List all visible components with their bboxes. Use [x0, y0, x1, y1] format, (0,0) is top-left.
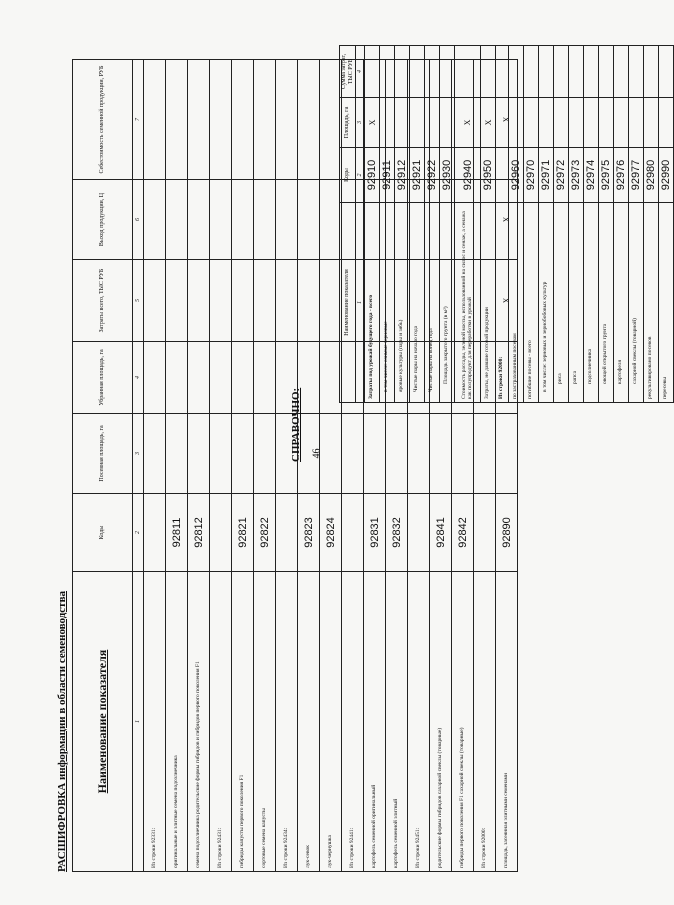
table-row	[496, 46, 509, 403]
ref-row-name: Из строки 92000:	[496, 203, 509, 403]
row-value-cell	[166, 260, 188, 342]
table-row	[599, 46, 614, 403]
row-code: 92890	[496, 494, 518, 572]
ref-col-number: 3	[356, 98, 365, 148]
ref-row-name: в том числе: зерновых и зернобобовых культур	[539, 203, 554, 403]
row-name: Из строки 92434:	[276, 572, 298, 872]
row-code: 92823	[298, 494, 320, 572]
row-value-cell	[232, 260, 254, 342]
ref-row-name: Затраты под урожай будущего года - всего	[365, 203, 380, 403]
ref-row-area	[440, 98, 455, 148]
row-value-cell	[210, 180, 232, 260]
ref-row-name: Чистые пары на начало года	[410, 203, 425, 403]
ref-row-costs	[524, 46, 539, 98]
row-name: Из строки 92431:	[210, 572, 232, 872]
ref-row-costs	[644, 46, 659, 98]
row-value-cell	[254, 260, 276, 342]
reference-heading-wrap	[290, 0, 328, 462]
table-row	[425, 46, 440, 403]
ref-row-costs	[496, 46, 509, 98]
ref-row-name: риса	[554, 203, 569, 403]
col-header-costs: Затраты всего, ТЫС РУБ	[73, 260, 133, 342]
col-header-cost-price: Себестоимость семенной продукции, РУБ	[73, 60, 133, 180]
row-value-cell	[144, 342, 166, 414]
ref-row-code: 92990	[659, 148, 674, 203]
ref-row-area	[659, 98, 674, 148]
row-value-cell	[144, 180, 166, 260]
ref-row-costs	[584, 46, 599, 98]
ref-row-area	[629, 98, 644, 148]
ref-row-area	[425, 98, 440, 148]
ref-row-costs	[659, 46, 674, 98]
table-row	[380, 46, 395, 403]
col-number: 6	[133, 180, 144, 260]
ref-row-area	[584, 98, 599, 148]
row-value-cell	[254, 342, 276, 414]
ref-row-costs	[395, 46, 410, 98]
col-header-name: Наименование показателя	[73, 572, 133, 872]
table-row	[524, 46, 539, 403]
row-value-cell	[364, 414, 386, 494]
table-row	[539, 46, 554, 403]
table-row	[410, 46, 425, 403]
ref-row-costs	[599, 46, 614, 98]
table-row	[481, 46, 496, 403]
ref-row-area	[496, 98, 509, 148]
row-name: площадь, засеянная элитными семенами	[496, 572, 518, 872]
ref-row-area: X	[481, 98, 496, 148]
ref-col-number: 1	[356, 203, 365, 403]
row-code	[342, 494, 364, 572]
table-row	[584, 46, 599, 403]
ref-row-area: X	[455, 98, 481, 148]
row-value-cell	[452, 414, 474, 494]
page-number: 46	[311, 448, 323, 459]
ref-row-area	[644, 98, 659, 148]
ref-row-area	[380, 98, 395, 148]
row-value-cell	[342, 414, 364, 494]
col-number: 3	[133, 414, 144, 494]
ref-row-code: 92974	[584, 148, 599, 203]
row-value-cell	[408, 414, 430, 494]
row-name: картофель семенной элитный	[386, 572, 408, 872]
row-value-cell	[474, 414, 496, 494]
row-name: Из строки 92331:	[144, 572, 166, 872]
ref-row-name: рекультивировано посевов	[644, 203, 659, 403]
ref-row-costs	[539, 46, 554, 98]
row-code	[276, 494, 298, 572]
ref-col-number: 2	[356, 148, 365, 203]
row-name: оригинальные и элитные семена подсолнечника	[166, 572, 188, 872]
ref-row-costs	[410, 46, 425, 98]
ref-row-area: X	[365, 98, 380, 148]
row-code: 92824	[320, 494, 342, 572]
ref-row-name: Стоимость рассады, зеленой массы, использованной на силос и сенаж, а сенажа как полупродукт для переработки в урожай	[455, 203, 481, 403]
ref-row-name: по застрахованным посевам	[509, 203, 524, 403]
ref-row-name: картофеля	[614, 203, 629, 403]
ref-row-name: в том числе: озимые зерновые	[380, 203, 395, 403]
row-value-cell	[210, 342, 232, 414]
table-row	[629, 46, 644, 403]
row-code	[144, 494, 166, 572]
ref-row-code: 92911	[380, 148, 395, 203]
ref-row-name: Чистые пары на конец года	[425, 203, 440, 403]
ref-row-area	[614, 98, 629, 148]
reference-table	[339, 45, 674, 403]
seed-breakdown-title: РАСШИФРОВКА информации в области семеноводства	[56, 590, 68, 872]
col-number: 4	[133, 342, 144, 414]
row-value-cell	[254, 60, 276, 180]
row-value-cell	[166, 60, 188, 180]
row-value-cell	[232, 60, 254, 180]
table-row	[509, 46, 524, 403]
col-number: 1	[133, 572, 144, 872]
ref-row-costs	[554, 46, 569, 98]
ref-row-name: Площадь закрытого грунта (в м²)	[440, 203, 455, 403]
ref-row-code: 92972	[554, 148, 569, 203]
row-value-cell	[232, 414, 254, 494]
table-row	[440, 46, 455, 403]
table-row	[644, 46, 659, 403]
table-row	[166, 60, 188, 872]
ref-row-code: 92975	[599, 148, 614, 203]
col-number: 2	[133, 494, 144, 572]
row-code: 92842	[452, 494, 474, 572]
table-row	[395, 46, 410, 403]
table-row	[614, 46, 629, 403]
row-value-cell	[188, 342, 210, 414]
row-name: сортовые семена капусты	[254, 572, 276, 872]
row-code: 92831	[364, 494, 386, 572]
ref-col-header-costs: Сумма затрат, ТЫС РУБ	[340, 46, 356, 98]
row-name: лук-севок	[298, 572, 320, 872]
ref-row-code: 92910	[365, 148, 380, 203]
ref-row-costs	[569, 46, 584, 98]
ref-col-header-name: Наименование показателя	[340, 203, 356, 403]
ref-row-code: 92980	[644, 148, 659, 203]
row-code: 92822	[254, 494, 276, 572]
row-value-cell	[254, 180, 276, 260]
ref-row-name: погибшие посевы - всего	[524, 203, 539, 403]
col-header-output: Выход продукции, Ц	[73, 180, 133, 260]
row-code: 92811	[166, 494, 188, 572]
ref-row-area	[569, 98, 584, 148]
table-row	[210, 60, 232, 872]
ref-row-area	[524, 98, 539, 148]
table-row	[455, 46, 481, 403]
ref-row-area	[410, 98, 425, 148]
col-number: 5	[133, 260, 144, 342]
row-name: Из строки 92441:	[342, 572, 364, 872]
row-name: гибриды первого поколения F1 сахарной свеклы (товарные)	[452, 572, 474, 872]
ref-row-code: 92973	[569, 148, 584, 203]
row-value-cell	[232, 342, 254, 414]
ref-row-costs	[440, 46, 455, 98]
ref-row-costs	[425, 46, 440, 98]
ref-row-code: 92960	[509, 148, 524, 203]
ref-row-area	[509, 98, 524, 148]
table-row	[569, 46, 584, 403]
row-name: родительские формы гибридов сахарной свеклы (товарные)	[430, 572, 452, 872]
ref-row-code: 92940	[455, 148, 481, 203]
ref-row-code: 92921	[410, 148, 425, 203]
row-code	[210, 494, 232, 572]
table-row	[554, 46, 569, 403]
ref-row-name: Затраты, не давшие готовой продукции	[481, 203, 496, 403]
row-code	[408, 494, 430, 572]
table-row	[144, 60, 166, 872]
ref-row-code: 92976	[614, 148, 629, 203]
row-value-cell	[188, 60, 210, 180]
ref-row-name: сахарной свеклы (товарной)	[629, 203, 644, 403]
ref-row-costs	[509, 46, 524, 98]
row-value-cell	[166, 342, 188, 414]
row-name: лук-чернушка	[320, 572, 342, 872]
row-name: Из строки 92451:	[408, 572, 430, 872]
row-code: 92841	[430, 494, 452, 572]
ref-row-costs	[629, 46, 644, 98]
reference-title: СПРАВОЧНО:	[290, 387, 302, 462]
row-value-cell	[144, 414, 166, 494]
table-row	[659, 46, 674, 403]
ref-row-name: пересевы	[659, 203, 674, 403]
ref-row-name: рапса	[569, 203, 584, 403]
table-row	[254, 60, 276, 872]
ref-row-code: 92970	[524, 148, 539, 203]
row-value-cell	[188, 414, 210, 494]
ref-col-header-area: Площадь, га	[340, 98, 356, 148]
row-value-cell	[210, 414, 232, 494]
ref-row-name: подсолнечника	[584, 203, 599, 403]
row-value-cell: X	[496, 60, 518, 180]
ref-row-area	[599, 98, 614, 148]
row-value-cell	[144, 260, 166, 342]
row-name: картофель семенной оригинальный	[364, 572, 386, 872]
row-value-cell: X	[496, 260, 518, 342]
row-value-cell	[210, 260, 232, 342]
ref-row-costs	[365, 46, 380, 98]
table-row	[365, 46, 380, 403]
table-row	[232, 60, 254, 872]
row-value-cell	[166, 414, 188, 494]
row-value-cell	[254, 414, 276, 494]
row-value-cell	[188, 180, 210, 260]
col-header-sown-area: Посевная площадь, га	[73, 414, 133, 494]
row-value-cell	[232, 180, 254, 260]
ref-row-name: овощей открытого грунта	[599, 203, 614, 403]
reference-section	[339, 46, 673, 403]
ref-col-number: 4	[356, 46, 365, 98]
row-code	[474, 494, 496, 572]
row-value-cell	[144, 60, 166, 180]
row-value-cell	[496, 414, 518, 494]
ref-row-code: 92922	[425, 148, 440, 203]
row-code: 92821	[232, 494, 254, 572]
ref-row-code: 92977	[629, 148, 644, 203]
row-code: 92832	[386, 494, 408, 572]
ref-row-code: 92912	[395, 148, 410, 203]
ref-row-costs	[481, 46, 496, 98]
ref-row-area	[539, 98, 554, 148]
row-value-cell	[210, 60, 232, 180]
ref-col-header-code: Коды	[340, 148, 356, 203]
ref-row-area	[395, 98, 410, 148]
col-header-harvested-area: Убранная площадь, га	[73, 342, 133, 414]
row-name: Из строки 92000:	[474, 572, 496, 872]
ref-row-code: 92950	[481, 148, 496, 203]
ref-row-costs	[380, 46, 395, 98]
ref-row-code	[496, 148, 509, 203]
row-value-cell	[188, 260, 210, 342]
row-code: 92812	[188, 494, 210, 572]
ref-row-code: 92971	[539, 148, 554, 203]
ref-row-name: яровые культуры (пары и зябь)	[395, 203, 410, 403]
col-header-code: Коды	[73, 494, 133, 572]
row-name: гибриды капусты первого поколения F1	[232, 572, 254, 872]
col-number: 7	[133, 60, 144, 180]
table-row	[188, 60, 210, 872]
ref-row-code: 92930	[440, 148, 455, 203]
row-value-cell	[166, 180, 188, 260]
ref-row-costs	[614, 46, 629, 98]
row-name: семена подсолнечника родительские формы гибридов и гибридов первого поколения F1	[188, 572, 210, 872]
row-value-cell	[430, 414, 452, 494]
ref-row-area	[554, 98, 569, 148]
ref-row-costs	[455, 46, 481, 98]
row-value-cell: X	[496, 180, 518, 260]
row-value-cell	[386, 414, 408, 494]
